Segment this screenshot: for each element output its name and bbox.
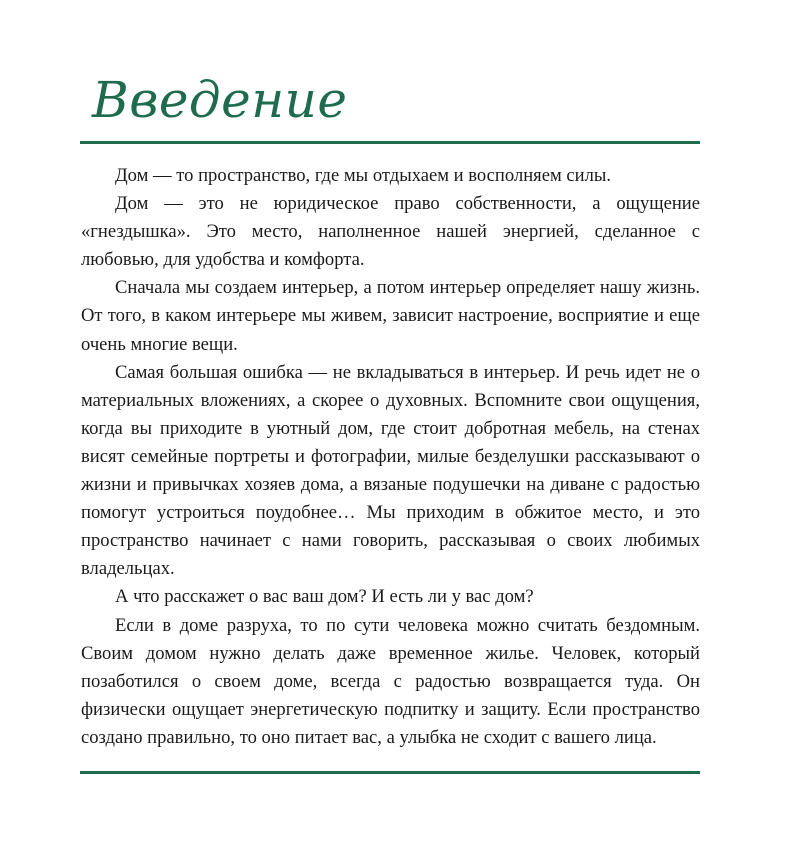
paragraph: Если в доме разруха, то по сути человека можно считать бездомным. Своим домом нужно делать даже временное жилье. Человек, который позаботился о своем доме, всегда с радостью возвращается туда. Он физически ощущает энергетическую подпитку и защиту. Если пространство создано правильно, то оно питает вас, а улыбка не сходит с вашего лица. [81, 614, 700, 748]
title-divider [80, 141, 700, 144]
page-title: Введение [92, 71, 348, 129]
paragraph: Сначала мы создаем интерьер, а потом интерьер определяет нашу жизнь. От того, в каком интерьере мы живем, зависит настроение, восприятие и еще очень многие вещи. [81, 277, 700, 355]
paragraph: Самая большая ошибка — не вкладываться в интерьер. И речь идет не о материальных вложениях, а скорее о духовных. Вспомните свои ощущения, когда вы приходите в уютный дом, где стоит добротная мебель, на стенах висят семейные портреты и фотографии, милые безделушки рассказывают о жизни и привычках хозяев дома, а вязаные подушечки на диване с радостью помогут устроиться поудобнее… Мы приходим в обжитое место, и это пространство начинает с нами говорить, рассказывая о своих любимых владельцах. [81, 361, 700, 580]
footer-divider [80, 771, 700, 774]
paragraph: А что расскажет о вас ваш дом? И есть ли у вас дом? [115, 586, 534, 608]
body-text [81, 162, 700, 752]
paragraph: Дом — это не юридическое право собственности, а ощущение «гнездышка». Это место, наполненное нашей энергией, сделанное с любовью, для удобства и комфорта. [81, 193, 700, 271]
paragraph: Дом — то пространство, где мы отдыхаем и восполняем силы. [115, 165, 612, 186]
